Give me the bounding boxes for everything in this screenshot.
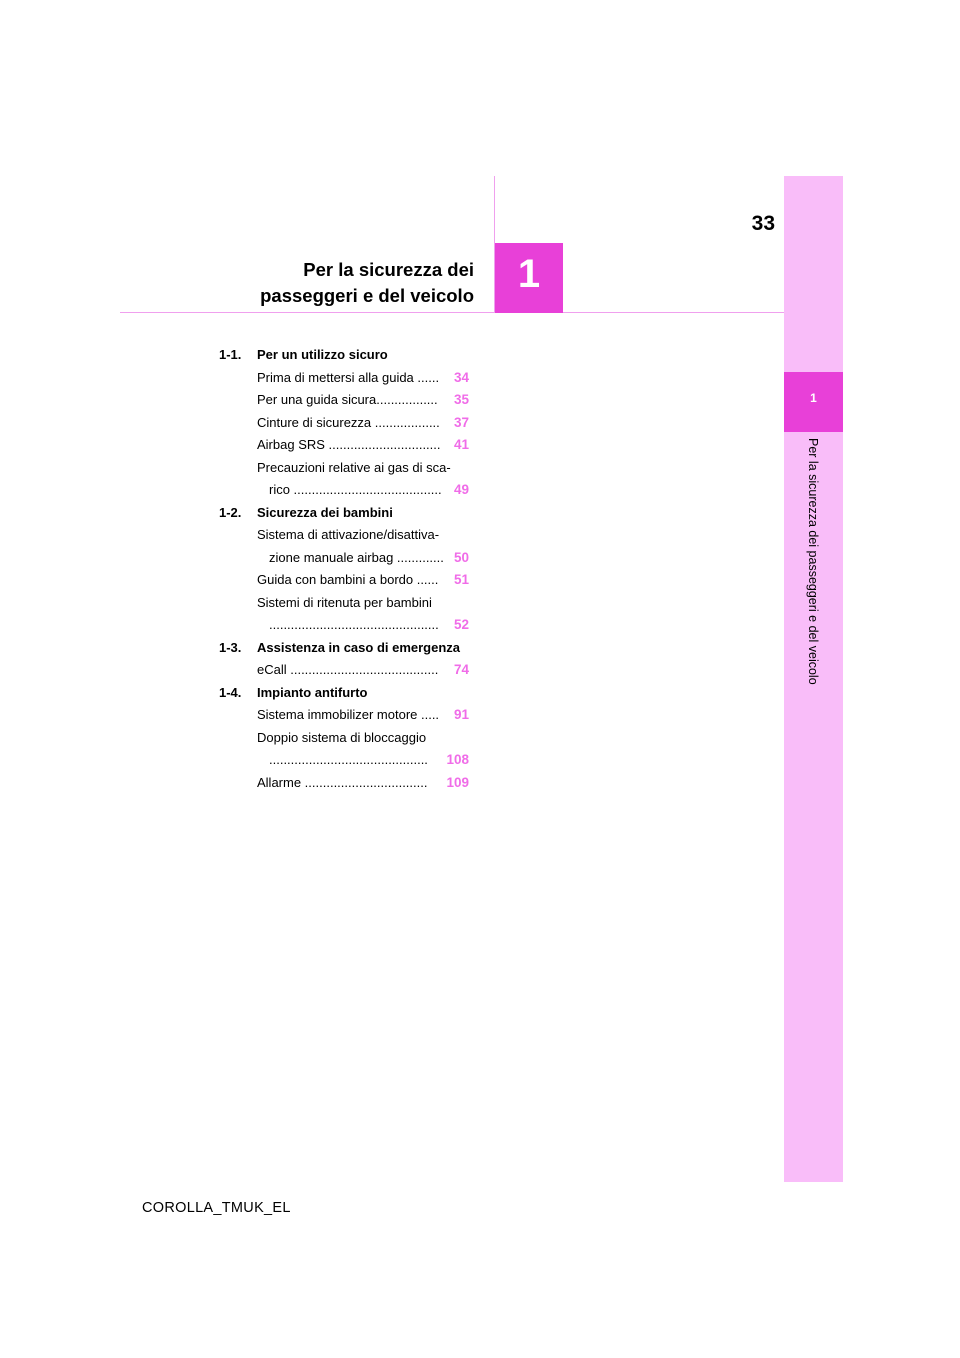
toc-entry-text bbox=[257, 524, 469, 547]
toc-entry-line: Precauzioni relative ai gas di sca- bbox=[257, 459, 451, 475]
toc-entry-line: Guida con bambini a bordo ...... bbox=[257, 572, 439, 587]
toc-entry-line: Sistemi di ritenuta per bambini bbox=[257, 594, 432, 610]
toc-page-number-link[interactable]: 35 bbox=[452, 389, 469, 412]
toc-entry-line: Sistema immobilizer motore ..... bbox=[257, 707, 440, 722]
side-tab-number: 1 bbox=[810, 391, 817, 405]
chapter-title bbox=[200, 257, 474, 309]
table-of-contents bbox=[219, 344, 469, 794]
toc-entry-line: zione manuale airbag ............. bbox=[269, 549, 444, 565]
toc-entry-line: Per una guida sicura................. bbox=[257, 392, 438, 407]
toc-entry-link[interactable] bbox=[219, 569, 469, 592]
side-tab-label: Per la sicurezza dei passeggeri e del veicolo bbox=[806, 438, 820, 685]
toc-section-heading bbox=[219, 502, 469, 525]
toc-entry-line: Sistema di attivazione/disattiva- bbox=[257, 527, 440, 542]
toc-entry-link[interactable] bbox=[219, 367, 469, 390]
toc-entry-text bbox=[257, 569, 469, 592]
toc-page-number-link[interactable]: 109 bbox=[444, 772, 469, 795]
toc-entry-text bbox=[257, 772, 469, 795]
toc-page-number-link[interactable]: 37 bbox=[452, 412, 469, 435]
toc-entry-line: Cinture di sicurezza .................. bbox=[257, 414, 440, 430]
toc-entry-text bbox=[257, 749, 469, 772]
toc-entry-link[interactable] bbox=[219, 457, 469, 502]
toc-section-title: Per un utilizzo sicuro bbox=[257, 347, 388, 362]
toc-entry-link[interactable] bbox=[219, 412, 469, 435]
toc-entry-link[interactable] bbox=[219, 704, 469, 727]
chapter-title-line2: passeggeri e del veicolo bbox=[260, 285, 474, 306]
toc-section-title: Sicurezza dei bambini bbox=[257, 504, 393, 520]
toc-entry-line: Airbag SRS ............................... bbox=[257, 437, 441, 452]
toc-section-heading bbox=[219, 344, 469, 367]
document-id: COROLLA_TMUK_EL bbox=[142, 1200, 291, 1216]
toc-entry-link[interactable] bbox=[219, 434, 469, 457]
toc-entry-text bbox=[257, 479, 469, 502]
toc-page-number-link[interactable]: 91 bbox=[452, 704, 469, 727]
toc-page-number-link[interactable]: 49 bbox=[452, 479, 469, 502]
toc-entry-text bbox=[257, 592, 469, 615]
toc-entry-line: Doppio sistema di bloccaggio bbox=[257, 729, 427, 745]
toc-section-heading bbox=[219, 682, 469, 705]
toc-entry-text bbox=[257, 704, 469, 727]
toc-entry-line: rico ......................................... bbox=[269, 482, 442, 497]
toc-entry-link[interactable] bbox=[219, 524, 469, 569]
toc-entry-text bbox=[257, 659, 469, 682]
toc-page-number-link[interactable]: 41 bbox=[452, 434, 469, 457]
toc-entry-text bbox=[257, 547, 469, 570]
toc-entry-line: ............................................... bbox=[269, 617, 439, 632]
toc-section-number: 1-2. bbox=[219, 504, 242, 520]
toc-entry-text bbox=[257, 457, 469, 480]
toc-entry-text bbox=[257, 412, 469, 435]
toc-page-number-link[interactable]: 51 bbox=[452, 569, 469, 592]
toc-entry-text bbox=[257, 614, 469, 637]
toc-section-title: Assistenza in caso di emergenza bbox=[257, 639, 461, 655]
toc-section-number: 1-4. bbox=[219, 684, 242, 700]
toc-page-number-link[interactable]: 74 bbox=[452, 659, 469, 682]
toc-section-heading bbox=[219, 637, 469, 660]
toc-entry-link[interactable] bbox=[219, 592, 469, 637]
chapter-number: 1 bbox=[517, 252, 541, 296]
chapter-title-line1: Per la sicurezza dei bbox=[303, 259, 474, 280]
toc-section-number: 1-3. bbox=[219, 639, 242, 655]
toc-entry-line: Allarme .................................. bbox=[257, 774, 428, 790]
page-number: 33 bbox=[751, 212, 775, 235]
toc-entry-link[interactable] bbox=[219, 727, 469, 772]
toc-entry-link[interactable] bbox=[219, 659, 469, 682]
toc-entry-text bbox=[257, 367, 469, 390]
toc-page-number-link[interactable]: 52 bbox=[452, 614, 469, 637]
toc-section-title: Impianto antifurto bbox=[257, 684, 368, 700]
toc-entry-link[interactable] bbox=[219, 389, 469, 412]
header-divider-horizontal bbox=[120, 312, 784, 313]
toc-entry-text bbox=[257, 389, 469, 412]
toc-page-number-link[interactable]: 50 bbox=[452, 547, 469, 570]
toc-entry-line: Prima di mettersi alla guida ...... bbox=[257, 369, 440, 385]
toc-section-number: 1-1. bbox=[219, 347, 242, 362]
toc-entry-line: ............................................ bbox=[269, 752, 428, 767]
toc-entry-link[interactable] bbox=[219, 772, 469, 795]
toc-entry-text bbox=[257, 434, 469, 457]
toc-entry-line: eCall ......................................... bbox=[257, 662, 439, 677]
toc-page-number-link[interactable]: 34 bbox=[452, 367, 469, 390]
toc-entry-text bbox=[257, 727, 469, 750]
toc-page-number-link[interactable]: 108 bbox=[444, 749, 469, 772]
